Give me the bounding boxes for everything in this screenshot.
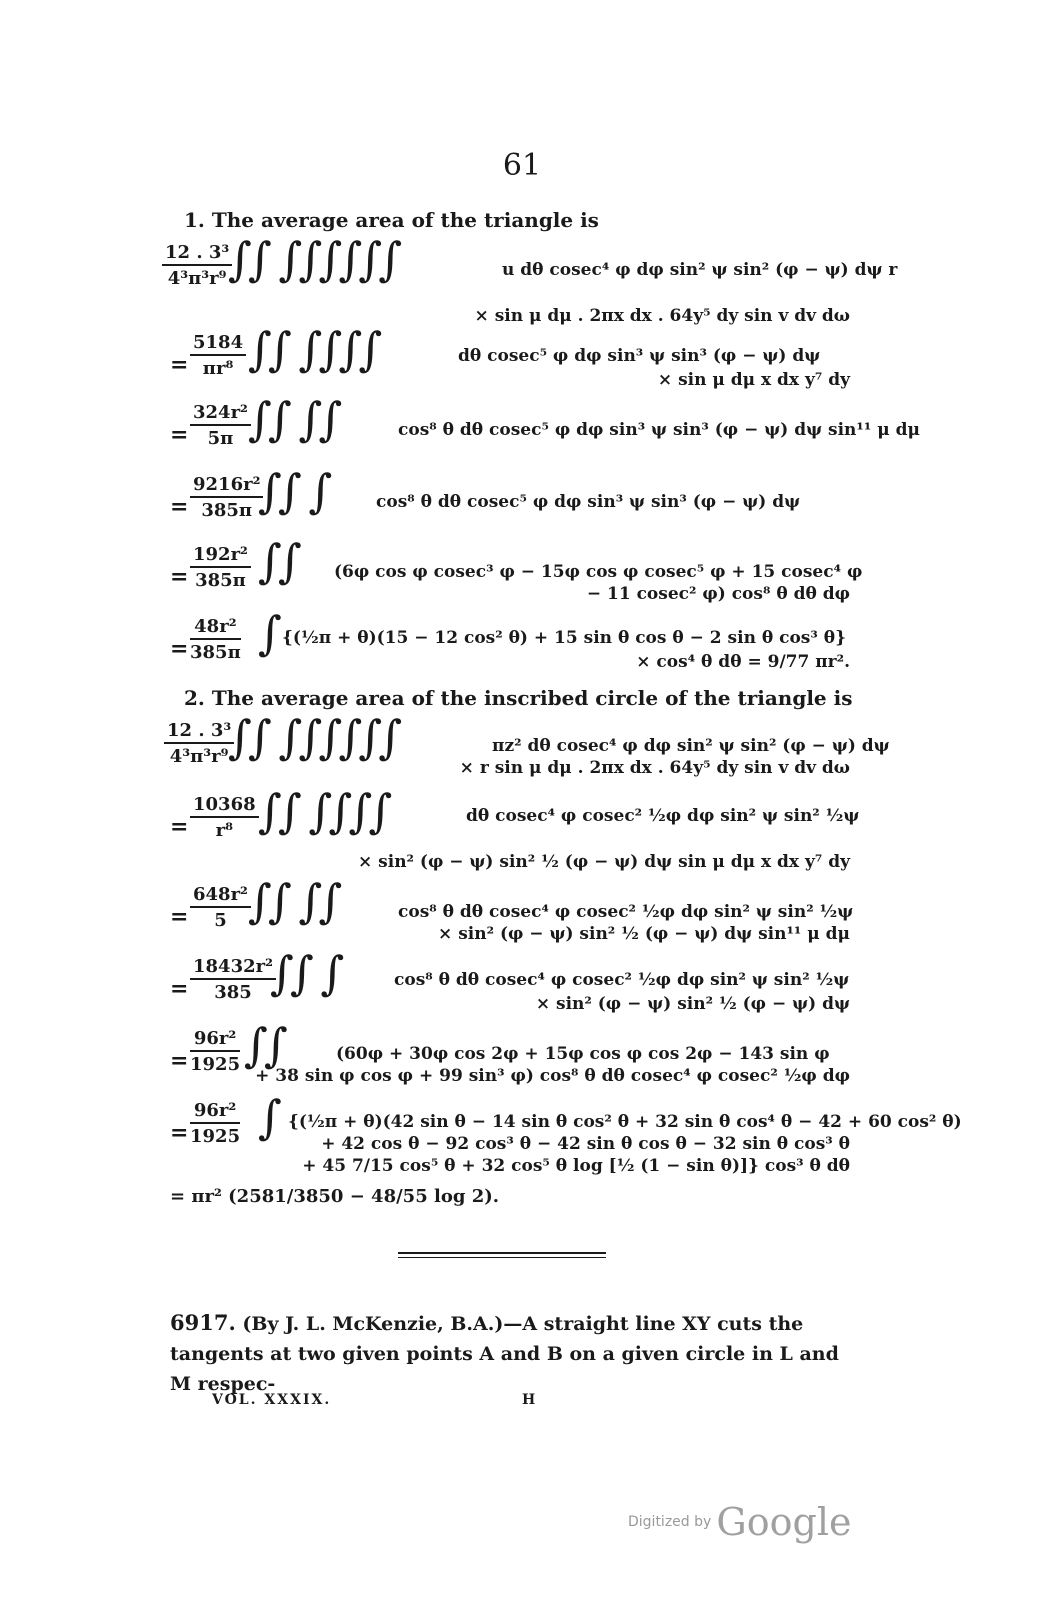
watermark-small: Digitized by (628, 1514, 712, 1530)
problem-text: (By J. L. McKenzie, B.A.)—A straight line XY cuts the tangents at two given points A and B on a given circle in L and M respec- (170, 1313, 839, 1395)
integral-signs: ∫∫ ∫∫∫∫∫∫ (228, 710, 399, 764)
s2-eq-4: = $\frac{\text{18432r²}}{385}$ ∫∫ ∫ cos⁸ θ dθ cosec⁴ φ cosec² ½φ dφ sin² ψ sin² ½ψ × sin² (φ − ψ) sin² ½ (φ − ψ) dψ (170, 946, 850, 1014)
divider-rule-thin (398, 1257, 606, 1258)
google-watermark (628, 1500, 851, 1544)
page-number: 61 (502, 148, 542, 183)
integral-signs: ∫∫ ∫∫∫∫∫∫ (228, 232, 399, 286)
s1-eq-3: = $\frac{\text{324r²}}{5\pi}$ ∫∫ ∫∫ cos⁸ θ dθ cosec⁵ φ dφ sin³ ψ sin³ (φ − ψ) dψ sin¹¹ μ dμ (170, 392, 920, 449)
s1-eq-2: = $\frac{5184}{\text{πr⁸}}$ ∫∫ ∫∫∫∫ dθ cosec⁵ φ dφ sin³ ψ sin³ (φ − ψ) dψ × sin μ dμ x dx y⁷ dy (170, 322, 850, 390)
integral-signs: ∫∫ ∫ (270, 946, 341, 1000)
integral-signs: ∫∫ ∫∫ (248, 392, 339, 446)
s2-eq-5: = $\frac{\text{96r²}}{1925}$ ∫∫ (60φ + 30φ cos 2φ + 15φ cos φ cos 2φ − 143 sin φ + 38 sin φ cos φ + 99 sin³ φ) cos⁸ θ dθ cosec⁴ φ cosec² ½φ dφ (170, 1018, 850, 1086)
s1-eq-6: = $\frac{\text{48r²}}{385\pi}$ ∫ {(½π + θ)(15 − 12 cos² θ) + 15 sin θ cos θ − 2 sin θ cos³ θ} × cos⁴ θ dθ = 9/77 πr². (170, 606, 850, 672)
s1-eq-4: = $\frac{\text{9216r²}}{385\pi}$ ∫∫ ∫ cos⁸ θ dθ cosec⁵ φ dφ sin³ ψ sin³ (φ − ψ) dψ (170, 464, 801, 521)
volume-label: VOL. XXXIX. (212, 1392, 332, 1408)
problem-6917 (170, 1308, 850, 1399)
google-logo: Google (716, 1500, 852, 1544)
s2-eq-6: = $\frac{\text{96r²}}{1925}$ ∫ {(½π + θ)(42 sin θ − 14 sin θ cos² θ + 32 sin θ cos⁴ θ − 42 + 60 cos² θ) + 42 cos θ − 92 cos³ θ − 42 sin θ cos θ − 32 sin θ cos³ θ + 45 7/15 cos⁵ θ + 32 cos⁵ θ log [½ (1 − sin θ)]} cos³ θ dθ (170, 1090, 962, 1176)
s2-eq-3: = $\frac{\text{648r²}}{5}$ ∫∫ ∫∫ cos⁸ θ dθ cosec⁴ φ cosec² ½φ dφ sin² ψ sin² ½ψ × sin² (φ − ψ) sin² ½ (φ − ψ) dψ sin¹¹ μ dμ (170, 874, 854, 944)
signature-mark: H (522, 1392, 538, 1408)
s2-eq-2: = $\frac{10368}{\text{r⁸}}$ ∫∫ ∫∫∫∫ dθ cosec⁴ φ cosec² ½φ dφ sin² ψ sin² ½ψ × sin² (φ − ψ) sin² ½ (φ − ψ) dψ sin μ dμ x dx y⁷ dy (170, 784, 860, 872)
integral-signs: ∫ (258, 1090, 278, 1144)
integral-signs: ∫∫ (244, 1018, 284, 1072)
section2-heading: 2. The average area of the inscribed circle of the triangle is (184, 686, 853, 710)
integral-signs: ∫ (258, 606, 278, 660)
integral-signs: ∫∫ ∫∫∫∫ (248, 322, 379, 376)
integral-signs: ∫∫ ∫ (258, 464, 329, 518)
integral-signs: ∫∫ ∫∫ (248, 874, 339, 928)
s1-eq-5: = $\frac{\text{192r²}}{385\pi}$ ∫∫ (6φ cos φ cosec³ φ − 15φ cos φ cosec⁵ φ + 15 cosec⁴ φ − 11 cosec² φ) cos⁸ θ dθ dφ (170, 534, 863, 604)
section1-heading: 1. The average area of the triangle is (184, 208, 599, 232)
divider-rule (398, 1252, 606, 1254)
result-line: = πr² (2581/3850 − 48/55 log 2). (170, 1186, 500, 1207)
integral-signs: ∫∫ (258, 534, 298, 588)
s2-eq-1: $\frac{\text{12 . 3³}}{\text{4³π³r⁹}}$ ∫∫ ∫∫∫∫∫∫ πz² dθ cosec⁴ φ dφ sin² ψ sin² (φ − ψ) dψ × r sin μ dμ . 2πx dx . 64y⁵ dy sin v dv dω (170, 718, 860, 782)
s1-eq-1: $\frac{\text{12 . 3³}}{\text{4³π³r⁹}}$ ∫∫ ∫∫∫∫∫∫ u dθ cosec⁴ φ dφ sin² ψ sin² (φ − ψ) dψ r × sin μ dμ . 2πx dx . 64y⁵ dy sin v dv dω (170, 240, 860, 304)
integral-signs: ∫∫ ∫∫∫∫ (258, 784, 389, 838)
problem-number: 6917. (170, 1310, 236, 1335)
